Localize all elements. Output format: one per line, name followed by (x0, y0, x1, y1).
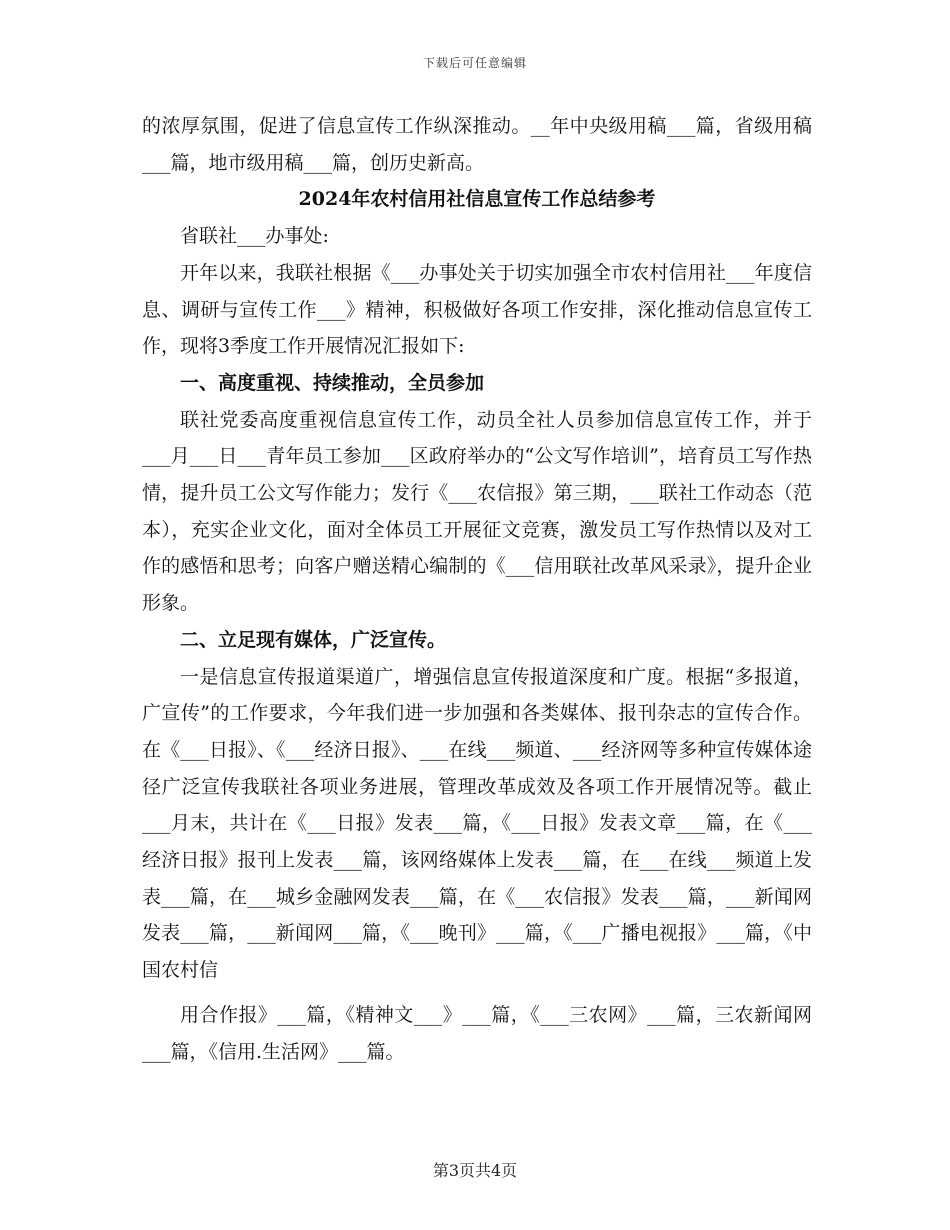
section-body-1: 联社党委高度重视信息宣传工作，动员全社人员参加信息宣传工作，并于___月___日___青年员工参加___区政府举办的“公文写作培训”，培育员工写作热情，提升员工公文写作能力；发行《___农信报》第三期，___联社工作动态（范本），充实企业文化，面对全体员工开展征文竞赛，激发员工写作热情以及对工作的感悟和思考；向客户赠送精心编制的《___信用联社改革风采录》，提升企业形象。 (142, 408, 812, 615)
salutation: 省联社___办事处: (180, 225, 329, 248)
page-number: 第3页共4页 (432, 1161, 518, 1180)
continuation-paragraph: 的浓厚氛围，促进了信息宣传工作纵深推动。__年中央级用稿___篇，省级用稿___篇，地市级用稿___篇，创历史新高。 (142, 115, 812, 174)
document-body (142, 108, 812, 1070)
intro-paragraph: 开年以来，我联社根据《___办事处关于切实加强全市农村信用社___年度信息、调研与宣传工作___》精神，积极做好各项工作安排，深化推动信息宣传工作，现将3季度工作开展情况汇报如下: (142, 261, 812, 358)
document-title: 2024年农村信用社信息宣传工作总结参考 (298, 188, 656, 211)
paragraph-spacer (142, 989, 812, 997)
section-heading-1: 一、高度重视、持续推动，全员参加 (180, 371, 485, 394)
section-body-2: 一是信息宣传报道渠道广，增强信息宣传报道深度和广度。根据“多报道，广宣传”的工作要求，今年我们进一步加强和各类媒体、报刊杂志的宣传合作。在《___日报》、《___经济日报》、___在线___频道、___经济网等多种宣传媒体途径广泛宣传我联社各项业务进展，管理改革成效及各项工作开展情况等。截止___月末，共计在《___日报》发表___篇，《___日报》发表文章___篇，在《___经济日报》报刊上发表___篇，该网络媒体上发表___篇，在___在线___频道上发表___篇，在___城乡金融网发表___篇，在《___农信报》发表___篇，___新闻网发表___篇，___新闻网___篇，《___晚刊》___篇，《___广播电视报》___篇，《中国农村信 (142, 665, 812, 982)
section-heading-2: 二、立足现有媒体，广泛宣传。 (180, 628, 447, 651)
section-body-2-continued: 用合作报》___篇，《精神文___》___篇，《___三农网》___篇，三农新闻网___篇，《信用.生活网》___篇。 (142, 1003, 812, 1063)
page-header: 下载后可任意编辑 (422, 56, 527, 70)
